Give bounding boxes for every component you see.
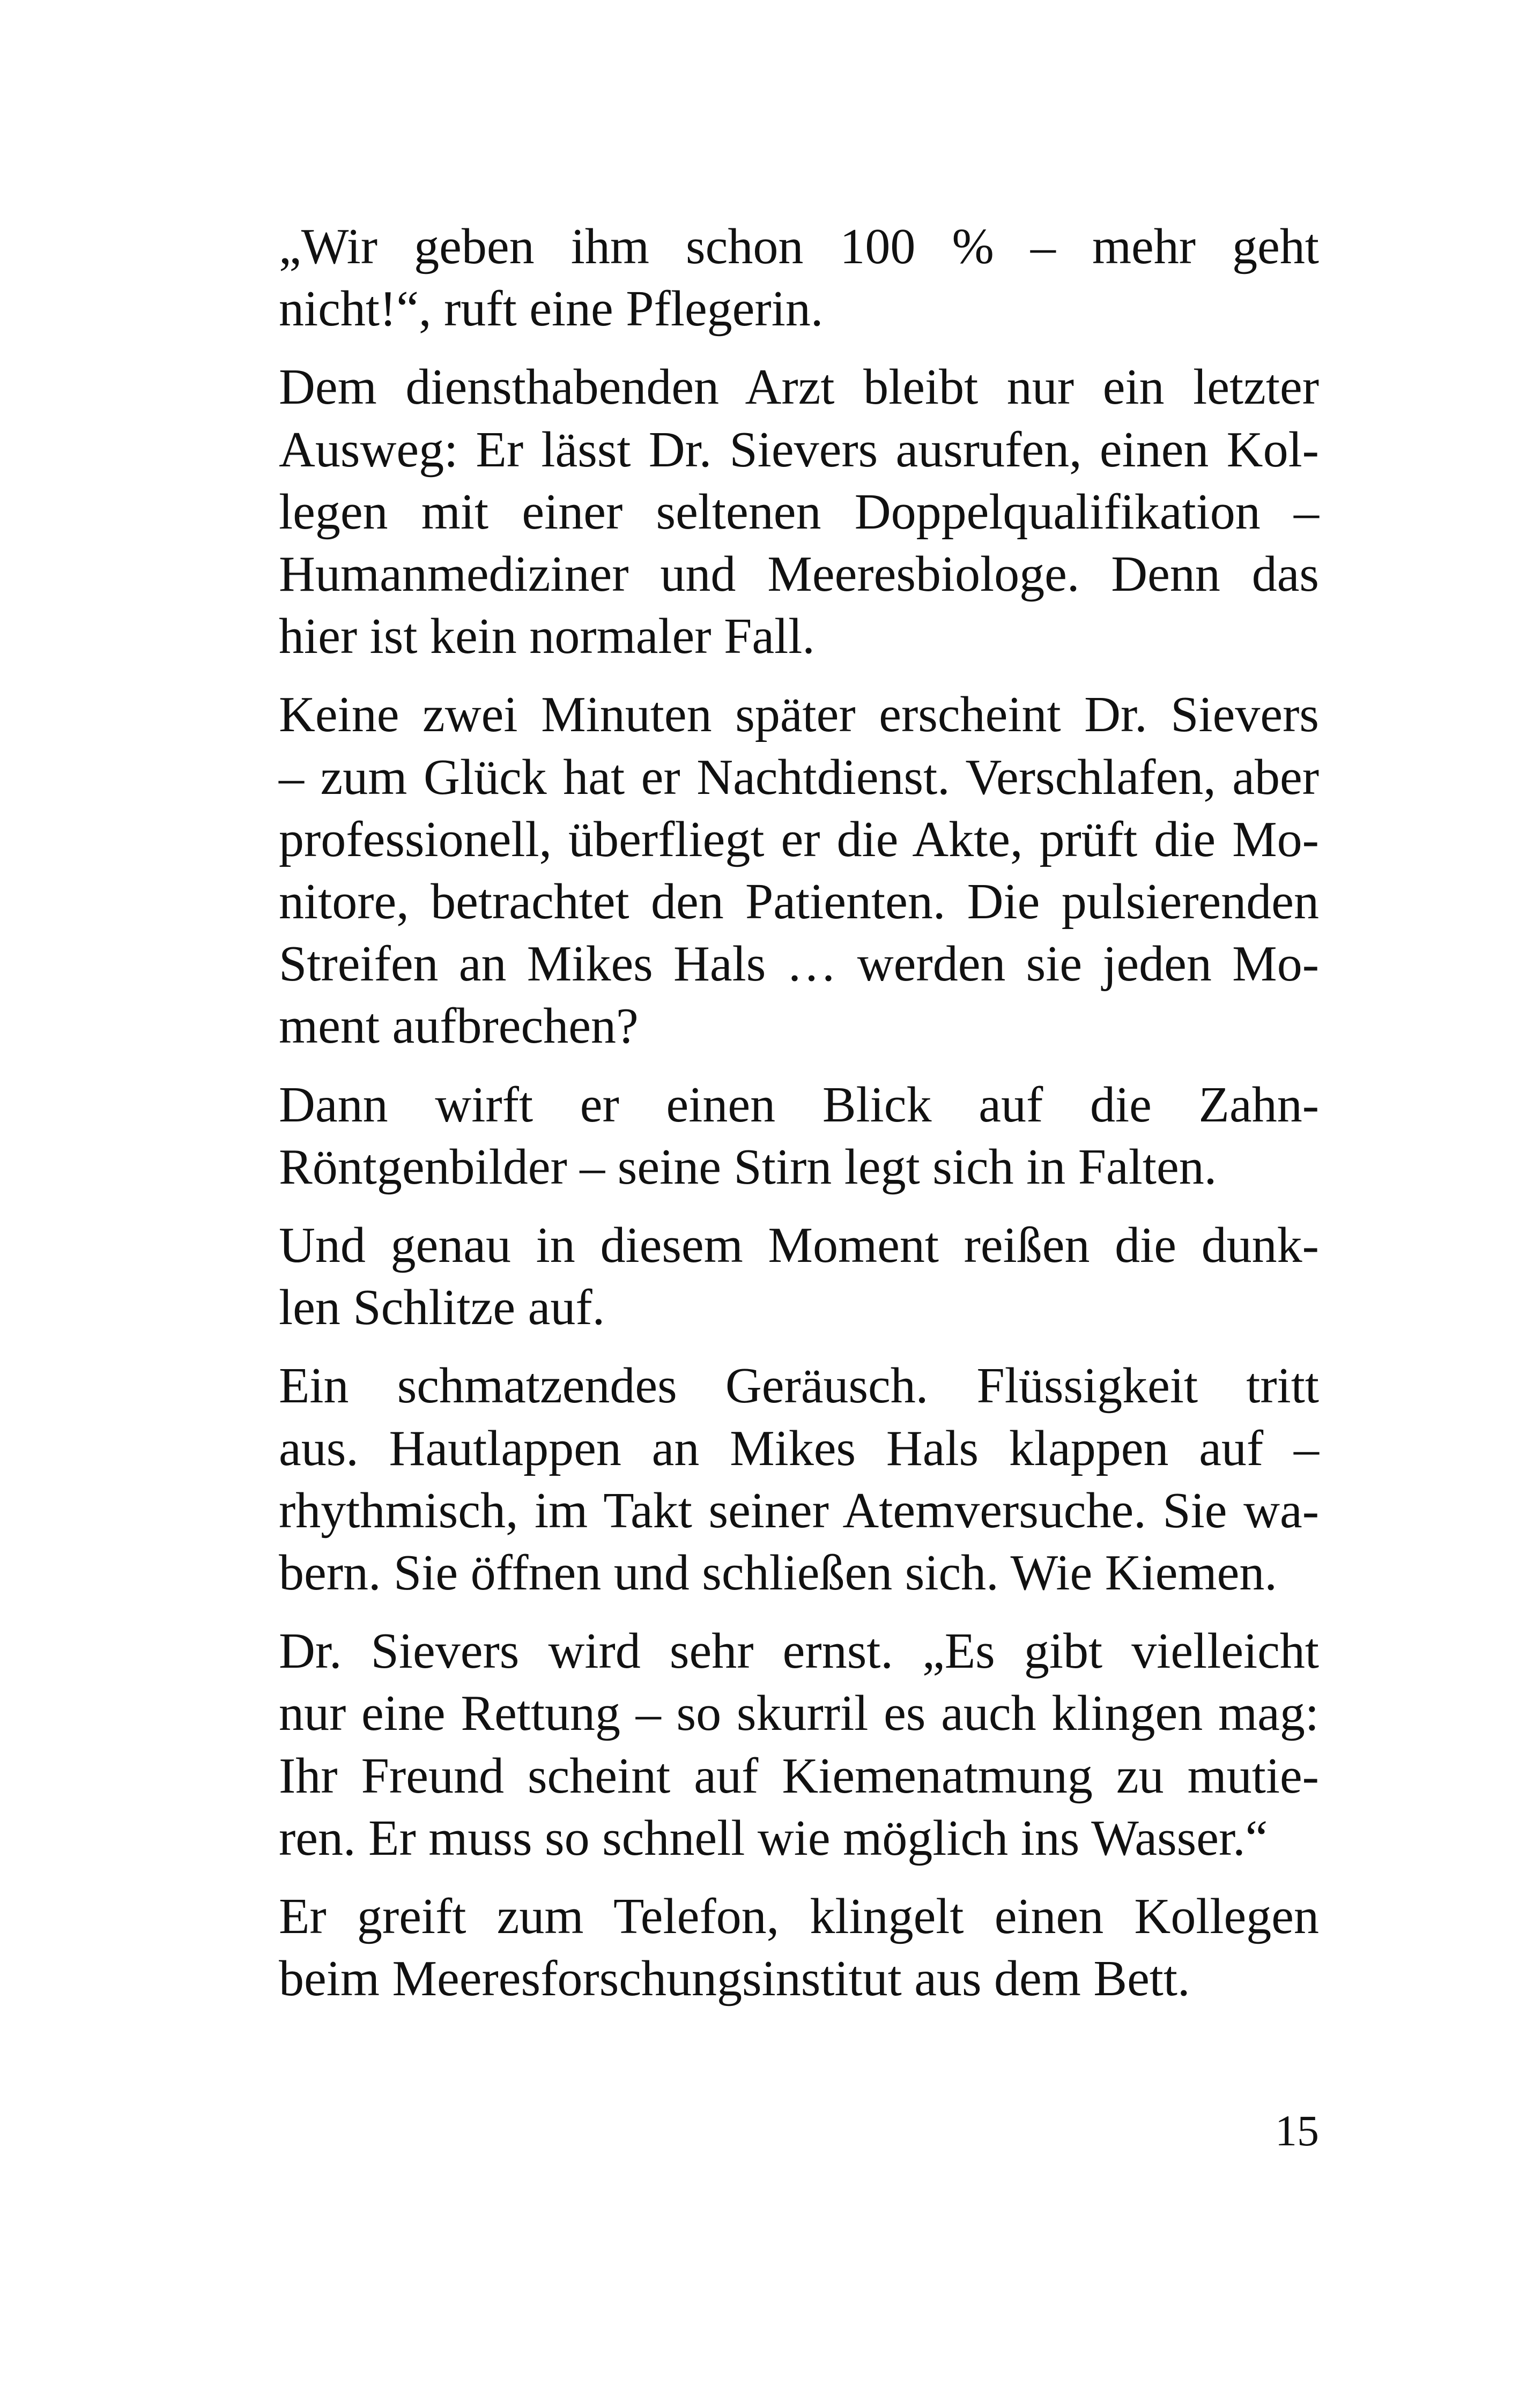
paragraph-1 [213,215,1319,340]
paragraph-2 [213,356,1319,667]
page-number: 15 [1275,2106,1319,2155]
text-line: Er greift zum Telefon, klingelt einen Kollegen [279,1889,1319,1945]
text-line: hier ist kein normaler Fall. [279,608,815,665]
text-line: beim Meeresforschungsinstitut aus dem Bett. [279,1951,1190,2007]
text-line: „Wir geben ihm schon 100 % – mehr geht [279,219,1319,274]
text-line: Röntgenbilder – seine Stirn legt sich in Falten. [279,1139,1217,1195]
text-line: nur eine Rettung – so skurril es auch klingen mag: [279,1685,1319,1742]
text-line: nitore, betrachtet den Patienten. Die pulsierenden [279,874,1319,930]
text-line: professionell, überfliegt er die Akte, prüft die Mo- [279,811,1319,867]
text-line: Ein schmatzendes Geräusch. Flüssigkeit tritt [279,1358,1319,1414]
text-line: Dem diensthabenden Arzt bleibt nur ein letzter [279,359,1319,415]
text-line: bern. Sie öffnen und schließen sich. Wie Kiemen. [279,1545,1277,1601]
text-line: Ausweg: Er lässt Dr. Sievers ausrufen, einen Kol- [279,421,1319,478]
text-line: legen mit einer seltenen Doppelqualifikation – [279,484,1319,540]
paragraph-4 [213,1074,1319,1198]
text-line: ment aufbrechen? [279,998,639,1054]
text-line: Humanmediziner und Meeresbiologe. Denn das [279,546,1319,603]
text-line: rhythmisch, im Takt seiner Atemversuche. Sie wa- [279,1482,1319,1539]
text-line: Keine zwei Minuten später erscheint Dr. Sievers [279,687,1319,743]
text-line: aus. Hautlappen an Mikes Hals klappen auf – [279,1420,1319,1476]
paragraph-6 [213,1355,1319,1604]
text-line: Dann wirft er einen Blick auf die Zahn- [279,1076,1319,1133]
text-line: – zum Glück hat er Nachtdienst. Verschlafen, aber [279,749,1319,805]
paragraph-5 [213,1214,1319,1339]
paragraph-7 [213,1620,1319,1869]
text-line: len Schlitze auf. [279,1280,605,1336]
text-line: Streifen an Mikes Hals … werden sie jeden Mo- [279,936,1319,992]
text-line: nicht!“, ruft eine Pflegerin. [279,281,824,337]
text-line: ren. Er muss so schnell wie möglich ins Wasser.“ [279,1810,1268,1866]
text-line: Ihr Freund scheint auf Kiemenatmung zu mutie- [279,1748,1319,1804]
paragraph-8 [213,1885,1319,2010]
body-text [213,215,1319,2026]
paragraph-3 [213,683,1319,1057]
text-line: Dr. Sievers wird sehr ernst. „Es gibt vielleicht [279,1623,1319,1679]
text-line: Und genau in diesem Moment reißen die dunk- [279,1217,1319,1274]
